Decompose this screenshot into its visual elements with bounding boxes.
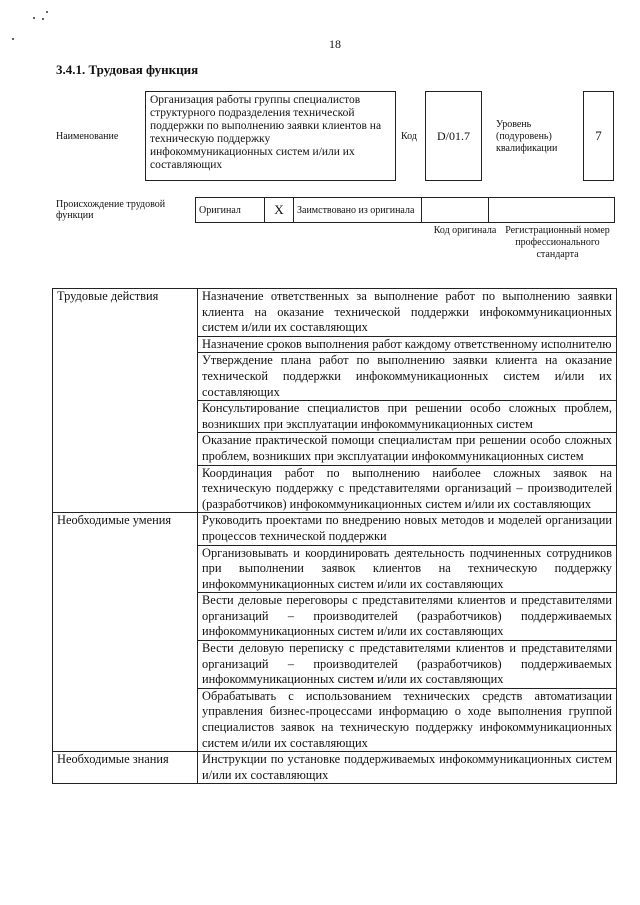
item-cell: Вести деловую переписку с представителями клиентов и представителями организаций – производителей (разработчиков) поддерживаемых инфокоммуникационных систем и/или их составляющих: [198, 641, 617, 689]
item-cell: Организовывать и координировать деятельность подчиненных сотрудников при выполнении заявок клиентов на техническую поддержку инфокоммуникационных систем и/или их составляющих: [198, 545, 617, 593]
page-number: 18: [329, 37, 341, 51]
item-cell: Обрабатывать с использованием технических средств автоматизации управления бизнес-процессами информацию о ходе выполнения группой специалистов заявок на техническую поддержку инфокоммуникационных систем и/или их составляющих: [198, 688, 617, 751]
function-name-box: Организация работы группы специалистов структурного подразделения технической поддержки по выполнению заявки клиентов на техническую поддержку инфокоммуникационных систем и/или их составляющих: [145, 91, 396, 181]
origin-borrowed-cell: [294, 198, 422, 223]
labor-function-table: [52, 288, 617, 784]
item-cell: Координация работ по выполнению наиболее сложных заявок на техническую поддержку с представителями организаций – производителей (разработчиков) инфокоммуникационных систем и/или их составляющих: [198, 465, 617, 513]
item-cell: Инструкции по установке поддерживаемых инфокоммуникационных систем и/или их составляющих: [198, 752, 617, 784]
origin-table: [195, 197, 615, 223]
item-cell: Утверждение плана работ по выполнению заявки клиента на оказание технической поддержки инфокоммуникационных систем и/или их составляющих: [198, 353, 617, 401]
origin-mark-cell: [265, 198, 294, 223]
origin-borrowed-label: Заимствовано из оригинала: [297, 204, 415, 216]
qualification-level-box: [583, 91, 614, 181]
table-row: [53, 513, 617, 545]
origin-original-label: Оригинал: [199, 204, 241, 216]
function-code-value: D/01.7: [437, 128, 470, 143]
scan-speck: [46, 11, 48, 13]
category-cell: Трудовые действия: [53, 289, 198, 513]
item-cell: Консультирование специалистов при решении особо сложных проблем, возникших при эксплуатации инфокоммуникационных систем: [198, 401, 617, 433]
origin-reg-cell: [489, 198, 615, 223]
registration-number-caption: Регистрационный номер профессионального стандарта: [505, 225, 610, 260]
qualification-level-value: 7: [595, 128, 602, 143]
name-label: Наименование: [56, 131, 119, 142]
origin-mark: X: [274, 201, 284, 217]
table-row: [53, 289, 617, 337]
scan-speck: [33, 17, 35, 19]
category-cell: Необходимые знания: [53, 752, 198, 784]
item-cell: Руководить проектами по внедрению новых методов и моделей организации процессов технической поддержки: [198, 513, 617, 545]
item-cell: Вести деловые переговоры с представителями клиентов и представителями организаций – производителей (разработчиков) поддерживаемых инфокоммуникационных систем и/или их составляющих: [198, 593, 617, 641]
item-cell: Назначение сроков выполнения работ каждому ответственному исполнителю: [198, 336, 617, 353]
scan-speck: [42, 18, 44, 20]
origin-original-cell: [196, 198, 265, 223]
origin-code-cell: [422, 198, 489, 223]
code-origin-caption: Код оригинала: [433, 225, 497, 236]
table-row: [53, 752, 617, 784]
code-label: Код: [401, 131, 417, 142]
function-code-box: [425, 91, 482, 181]
category-cell: Необходимые умения: [53, 513, 198, 752]
item-cell: Оказание практической помощи специалистам при решении особо сложных проблем, возникших при эксплуатации инфокоммуникационных систем: [198, 433, 617, 465]
origin-label: Происхождение трудовой функции: [56, 199, 166, 221]
qualification-level-label: Уровень (подуровень) квалификации: [496, 119, 558, 154]
section-title: 3.4.1. Трудовая функция: [56, 62, 199, 77]
item-cell: Назначение ответственных за выполнение работ по выполнению заявки клиента на оказание технической поддержки инфокоммуникационных систем и/или их составляющих: [198, 289, 617, 337]
